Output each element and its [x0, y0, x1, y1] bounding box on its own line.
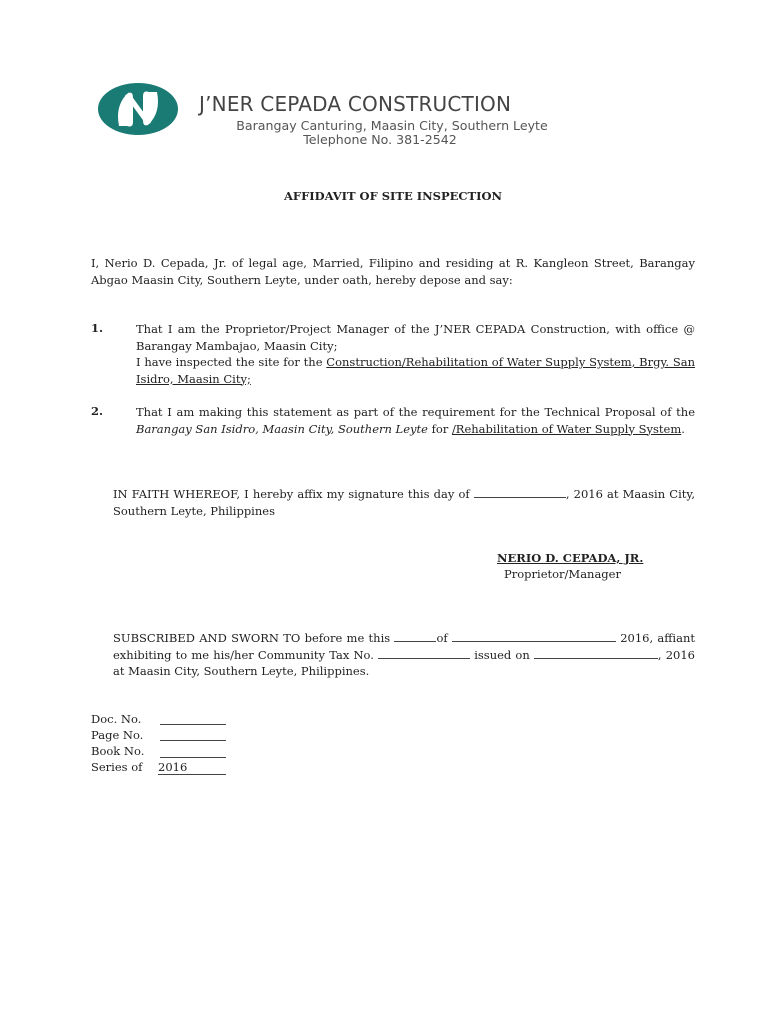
item-1-line2-prefix: I have inspected the site for the — [136, 355, 327, 369]
item-1-text — [136, 321, 695, 387]
item-2-prefix: That I am making this statement as part of the requirement for the Technical Proposal of the — [136, 405, 695, 419]
company-name: J’NER CEPADA CONSTRUCTION — [199, 92, 512, 116]
community-tax-blank[interactable] — [378, 648, 470, 659]
document-title: AFFIDAVIT OF SITE INSPECTION — [284, 189, 502, 203]
item-1-project-name: Construction/Rehabilitation of Water Supply System, Brgy. San Isidro, Maasin City; — [136, 355, 695, 386]
item-2-project: /Rehabilitation of Water Supply System — [451, 421, 682, 436]
book-no-label: Book No. — [91, 744, 145, 758]
doc-no-label: Doc. No. — [91, 712, 142, 726]
sworn-paragraph — [113, 630, 695, 680]
sworn-month-blank[interactable] — [452, 631, 616, 642]
page-no-blank[interactable] — [160, 740, 226, 741]
signatory-role: Proprietor/Manager — [504, 567, 621, 581]
item-2-text — [136, 404, 695, 437]
sworn-part1: SUBSCRIBED AND SWORN TO before me this — [113, 631, 395, 645]
sworn-part3: 2016, affiant exhibiting to me his/her Community Tax No. — [113, 631, 695, 662]
sworn-part4: issued on — [470, 647, 534, 662]
company-telephone: Telephone No. 381-2542 — [303, 132, 457, 147]
sworn-part5: , 2016 at Maasin City, Southern Leyte, Philippines. — [113, 647, 695, 678]
intro-paragraph: I, Nerio D. Cepada, Jr. of legal age, Married, Filipino and residing at R. Kangleon Street, Barangay Abgao Maasin City, Southern Leyte, under oath, hereby depose and say: — [91, 256, 695, 287]
page-no-label: Page No. — [91, 728, 144, 742]
issued-date-blank[interactable] — [534, 648, 658, 659]
company-address: Barangay Canturing, Maasin City, Southern Leyte — [236, 118, 548, 133]
item-2-location: Barangay San Isidro, Maasin City, Southern Leyte — [136, 421, 428, 436]
item-2-end: . — [681, 421, 685, 436]
faith-suffix: , 2016 at Maasin City, Southern Leyte, Philippines — [113, 487, 695, 518]
company-logo — [97, 82, 179, 136]
faith-paragraph — [113, 486, 695, 519]
series-label: Series of — [91, 760, 143, 774]
signatory-name: NERIO D. CEPADA, JR. — [497, 551, 644, 565]
n-monogram-logo-icon — [97, 82, 179, 136]
item-1-number: 1. — [91, 321, 104, 335]
item-2-number: 2. — [91, 404, 104, 418]
series-value: 2016 — [158, 760, 226, 775]
doc-no-blank[interactable] — [160, 724, 226, 725]
sworn-day-blank[interactable] — [394, 631, 436, 642]
sworn-part2: of — [436, 631, 452, 645]
item-1-line1: That I am the Proprietor/Project Manager of the J’NER CEPADA Construction, with office @ Barangay Mambajao, Maasin City; — [136, 322, 695, 353]
signature-date-blank[interactable] — [474, 487, 566, 498]
book-no-blank[interactable] — [160, 757, 226, 758]
item-2-mid: for — [427, 421, 452, 436]
faith-prefix: IN FAITH WHEREOF, I hereby affix my signature this day of — [113, 487, 474, 501]
